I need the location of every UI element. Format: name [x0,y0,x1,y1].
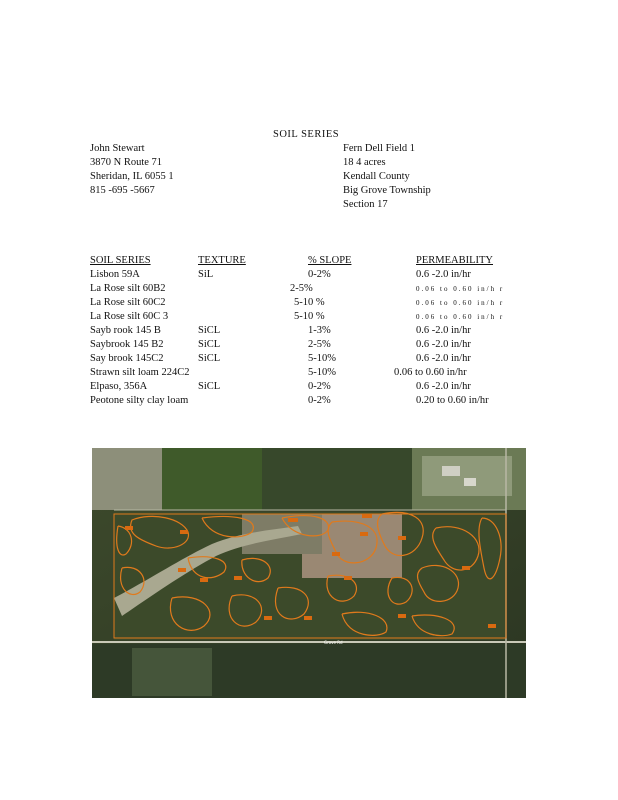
table-row [90,324,530,338]
aerial-soil-map [92,448,526,698]
slope-cell: 2-5% [308,339,331,350]
table-row [90,366,530,380]
owner-address-line2: Sheridan, IL 6055 1 [90,171,174,182]
road-label: Grove Rd [324,640,343,645]
soil-series-cell: Elpaso, 356A [90,381,148,392]
table-row [90,268,530,282]
field-county: Kendall County [343,171,410,182]
soil-series-cell: La Rose silt 60B2 [90,283,166,294]
field-acres: 18 4 acres [343,157,386,168]
owner-phone: 815 -695 -5667 [90,185,155,196]
table-row [90,338,530,352]
soil-series-cell: La Rose silt 60C2 [90,297,166,308]
table-header-row [90,254,530,268]
soil-map-image [92,448,526,698]
texture-cell: SiCL [198,381,221,392]
permeability-cell: 0.6 -2.0 in/hr [416,339,471,350]
owner-name: John Stewart [90,143,145,154]
permeability-cell: 0.06 to 0.60 in/hr [394,367,467,378]
header-permeability: PERMEABILITY [416,255,493,266]
texture-cell: SiCL [198,325,221,336]
document-title: SOIL SERIES [273,129,340,140]
slope-cell: 5-10 % [294,297,325,308]
table-row [90,296,530,310]
texture-cell: SiL [198,269,214,280]
permeability-cell: 0.6 -2.0 in/hr [416,381,471,392]
slope-cell: 5-10% [308,367,336,378]
table-body [90,268,530,408]
field-name: Fern Dell Field 1 [343,143,416,154]
owner-address-line1: 3870 N Route 71 [90,157,163,168]
slope-cell: 2-5% [290,283,313,294]
soil-series-cell: Peotone silty clay loam [90,395,189,406]
table-row [90,352,530,366]
texture-cell: SiCL [198,353,221,364]
field-township: Big Grove Township [343,185,431,196]
soil-series-cell: Lisbon 59A [90,269,140,280]
field-section: Section 17 [343,199,388,210]
soil-series-table [90,254,530,408]
permeability-cell: 0.06 to 0.60 in/h r [416,285,505,293]
table-row [90,310,530,324]
table-row [90,282,530,296]
header-texture: TEXTURE [198,255,246,266]
slope-cell: 0-2% [308,269,331,280]
owner-info [90,142,174,198]
slope-cell: 0-2% [308,381,331,392]
slope-cell: 5-10 % [294,311,325,322]
table-row [90,394,530,408]
soil-series-cell: Sayb rook 145 B [90,325,161,336]
permeability-cell: 0.06 to 0.60 in/h r [416,299,505,307]
soil-series-cell: Say brook 145C2 [90,353,164,364]
table-row [90,380,530,394]
slope-cell: 5-10% [308,353,336,364]
soil-series-cell: Saybrook 145 B2 [90,339,164,350]
soil-series-cell: Strawn silt loam 224C2 [90,367,190,378]
slope-cell: 0-2% [308,395,331,406]
permeability-cell: 0.6 -2.0 in/hr [416,353,471,364]
permeability-cell: 0.6 -2.0 in/hr [416,325,471,336]
permeability-cell: 0.20 to 0.60 in/hr [416,395,489,406]
texture-cell: SiCL [198,339,221,350]
permeability-cell: 0.06 to 0.60 in/h r [416,313,505,321]
field-info [343,142,431,212]
header-slope: % SLOPE [308,255,352,266]
slope-cell: 1-3% [308,325,331,336]
header-soil-series: SOIL SERIES [90,255,151,266]
permeability-cell: 0.6 -2.0 in/hr [416,269,471,280]
soil-series-cell: La Rose silt 60C 3 [90,311,169,322]
